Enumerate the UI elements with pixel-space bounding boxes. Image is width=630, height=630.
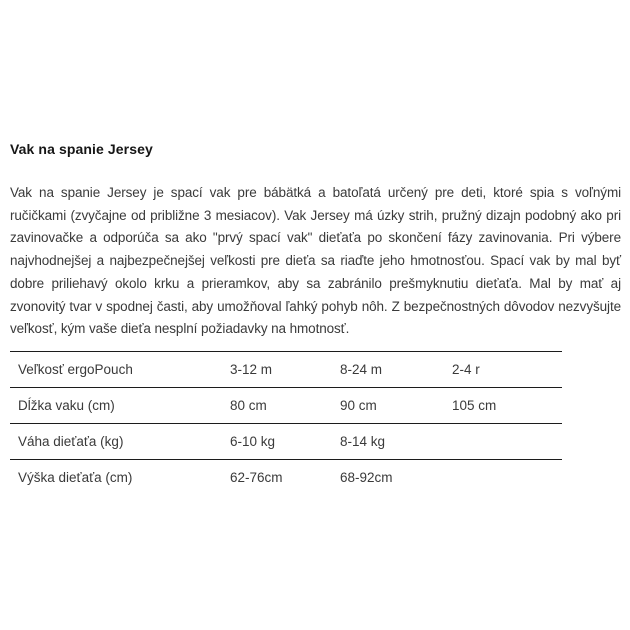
- table-cell: 90 cm: [340, 397, 377, 413]
- row-label: Dĺžka vaku (cm): [18, 397, 115, 413]
- table-cell: 68-92cm: [340, 470, 393, 486]
- product-description-paragraph: Vak na spanie Jersey je spací vak pre bábätká a batoľatá určený pre deti, ktoré spia s voľnými ručičkami (zvyčajne od približne 3 mesiacov). Vak Jersey má úzky strih, pružný dizajn podobný ako pri zavinovačke a odporúča sa ako "prvý spací vak" dieťaťa po skončení fázy zavinovania. Pri výbere najvhodnejšej a najbezpečnejšej veľkosti pre dieťa sa riaďte jeho hmotnosťou. Spací vak by mal byť dobre priliehavý okolo krku a prieramkov, aby sa zabránilo prešmyknutiu dieťaťa. Mal by mať aj zvonovitý tvar v spodnej časti, aby umožňoval ľahký pohyb nôh. Z bezpečnostných dôvodov nezvyšujte veľkosť, kým vaše dieťa nesplní požiadavky na hmotnosť.: [10, 185, 621, 337]
- table-cell: [452, 423, 562, 459]
- table-row: [10, 351, 562, 387]
- table-cell: 8-24 m: [340, 361, 383, 377]
- table-cell: 3-12 m: [230, 361, 273, 377]
- table-cell: [452, 459, 562, 495]
- document-content: [10, 141, 621, 495]
- row-label: Výška dieťaťa (cm): [18, 470, 133, 486]
- row-label: Veľkosť ergoPouch: [18, 361, 133, 377]
- table-row: [10, 423, 562, 459]
- table-row: [10, 387, 562, 423]
- table-cell: 6-10 kg: [230, 433, 276, 449]
- page-title: Vak na spanie Jersey: [10, 141, 153, 157]
- table-cell: 8-14 kg: [340, 433, 386, 449]
- row-label: Váha dieťaťa (kg): [18, 433, 124, 449]
- table-row: [10, 459, 562, 495]
- table-cell: 80 cm: [230, 397, 267, 413]
- table-cell: 62-76cm: [230, 470, 283, 486]
- size-table: [10, 351, 562, 496]
- table-cell: 105 cm: [452, 397, 497, 413]
- table-cell: 2-4 r: [452, 361, 480, 377]
